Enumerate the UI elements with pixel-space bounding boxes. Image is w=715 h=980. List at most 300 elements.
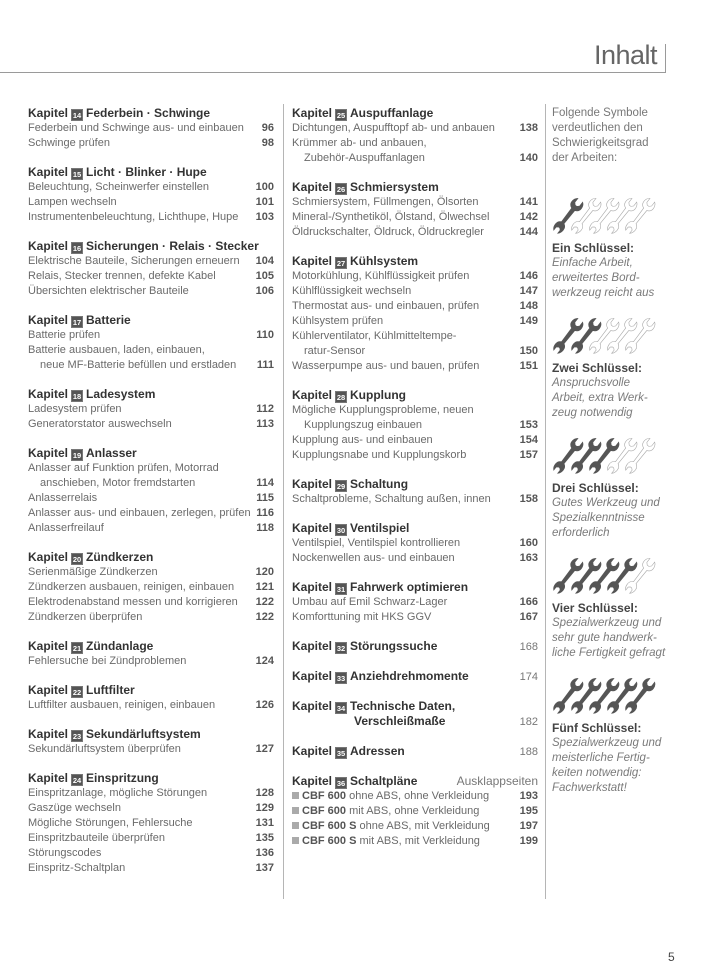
- toc-entry-cont[interactable]: [292, 151, 538, 166]
- chapter-20[interactable]: [28, 550, 274, 625]
- chapter-number-badge: 27: [336, 259, 346, 268]
- toc-entry[interactable]: [28, 417, 274, 432]
- chapter-heading[interactable]: [292, 639, 538, 655]
- toc-entry[interactable]: [292, 225, 538, 240]
- chapter-word: Kapitel: [28, 387, 69, 401]
- chapter-35[interactable]: [292, 744, 538, 760]
- level-title: Zwei Schlüssel:: [552, 361, 643, 375]
- page-number: 163: [519, 552, 538, 564]
- square-bullet-icon: [292, 792, 299, 799]
- chapter-31[interactable]: [292, 580, 538, 625]
- chapter-word: Kapitel: [28, 550, 69, 564]
- entry-text: Schmiersystem, Füllmengen, Ölsorten: [292, 196, 479, 208]
- toc-entry[interactable]: [292, 403, 538, 418]
- entry-text-cont: anschieben, Motor fremdstarten: [40, 477, 196, 489]
- toc-entry[interactable]: [292, 284, 538, 299]
- chapter-title: Sicherungen · Relais · Stecker: [86, 239, 259, 253]
- chapter-heading[interactable]: [28, 639, 274, 654]
- toc-entry[interactable]: [28, 742, 274, 757]
- chapter-word: Kapitel: [292, 477, 333, 491]
- page-number: 193: [519, 790, 538, 802]
- toc-entry-cont[interactable]: [292, 418, 538, 433]
- entry-text: Luftfilter ausbauen, reinigen, einbauen: [28, 699, 216, 711]
- level-description: Spezialwerkzeug und: [552, 737, 662, 749]
- wrench-rating-icons: [552, 675, 702, 717]
- chapter-heading[interactable]: [28, 165, 274, 180]
- column-divider: [283, 104, 284, 899]
- chapter-title: Luftfilter: [86, 683, 135, 697]
- model-name: CBF 600 S: [302, 820, 357, 832]
- entry-text: Öldruckschalter, Öldruck, Öldruckregler: [292, 226, 484, 238]
- toc-entry[interactable]: [292, 595, 538, 610]
- toc-entry[interactable]: [28, 610, 274, 625]
- toc-entry[interactable]: [28, 595, 274, 610]
- page-number: 146: [519, 270, 538, 282]
- entry-text: Krümmer ab- und anbauen,: [292, 137, 427, 149]
- page-number: 199: [519, 835, 538, 847]
- chapter-heading-text: [292, 106, 433, 121]
- chapter-33[interactable]: [292, 669, 538, 685]
- square-bullet-icon: [292, 807, 299, 814]
- page-number: 168: [519, 641, 538, 653]
- chapter-21[interactable]: [28, 639, 274, 669]
- square-bullet-icon: [292, 822, 299, 829]
- entry-text-cont: ratur-Sensor: [304, 345, 366, 357]
- chapter-34[interactable]: [292, 699, 538, 730]
- chapter-28[interactable]: [292, 388, 538, 463]
- toc-entry-cont[interactable]: [28, 358, 274, 373]
- chapter-18[interactable]: [28, 387, 274, 432]
- entry-text: Anlasserfreilauf: [28, 522, 104, 534]
- entry-text: Anlasser auf Funktion prüfen, Motorrad: [28, 462, 219, 474]
- entry-text: Mineral-/Synthetiköl, Ölstand, Ölwechsel: [292, 211, 490, 223]
- chapter-word: Kapitel: [292, 699, 333, 713]
- page-number: 136: [255, 847, 274, 859]
- chapter-word: Kapitel: [292, 180, 333, 194]
- entry-text: Mögliche Störungen, Fehlersuche: [28, 817, 193, 829]
- entry-text: Fehlersuche bei Zündproblemen: [28, 655, 187, 667]
- page-number: 141: [519, 196, 538, 208]
- chapter-heading[interactable]: [292, 744, 538, 760]
- page-number: 103: [255, 211, 274, 223]
- chapter-heading[interactable]: [292, 521, 538, 536]
- entry-text: Ladesystem prüfen: [28, 403, 122, 415]
- chapter-number-badge: 31: [336, 585, 346, 594]
- entry-text: Sekundärluftsystem überprüfen: [28, 743, 181, 755]
- toc-entry[interactable]: [28, 861, 274, 876]
- page-number: 147: [519, 285, 538, 297]
- page-number: 115: [256, 492, 274, 504]
- entry-text: [292, 804, 479, 819]
- toc-entry[interactable]: [28, 491, 274, 506]
- chapter-number-badge: 30: [336, 526, 346, 535]
- chapter-heading[interactable]: [292, 254, 538, 269]
- entry-text: Mögliche Kupplungsprobleme, neuen: [292, 404, 474, 416]
- difficulty-level-5: [552, 675, 712, 796]
- chapter-29[interactable]: [292, 477, 538, 507]
- chapter-heading[interactable]: [292, 180, 538, 195]
- toc-entry[interactable]: [28, 816, 274, 831]
- toc-entry[interactable]: [292, 433, 538, 448]
- page-number: 144: [519, 226, 538, 238]
- chapter-title: Federbein · Schwinge: [86, 106, 211, 120]
- toc-entry[interactable]: [292, 359, 538, 374]
- toc-entry[interactable]: [292, 819, 538, 834]
- entry-text-cont: neue MF-Batterie befüllen und erstladen: [40, 359, 237, 371]
- toc-entry[interactable]: [292, 448, 538, 463]
- difficulty-level-2: [552, 315, 712, 421]
- chapter-word: Kapitel: [28, 106, 69, 120]
- chapter-number-badge: 19: [72, 451, 82, 460]
- chapter-heading[interactable]: [292, 477, 538, 492]
- toc-entry[interactable]: [28, 801, 274, 816]
- chapter-number-badge: 29: [336, 482, 346, 491]
- chapter-word: Kapitel: [292, 580, 333, 594]
- chapter-title: Adressen: [350, 744, 405, 758]
- chapter-heading[interactable]: [292, 699, 538, 714]
- chapter-title: Auspuffanlage: [350, 106, 434, 120]
- toc-entry[interactable]: [28, 284, 274, 299]
- page-number: 114: [256, 477, 274, 489]
- chapter-heading-text: [28, 639, 153, 654]
- toc-entry[interactable]: [28, 506, 274, 521]
- page-number: 124: [255, 655, 274, 667]
- page-number: 122: [255, 596, 274, 608]
- intro-line: Folgende Symbole: [552, 107, 648, 119]
- chapter-heading[interactable]: [292, 106, 538, 121]
- toc-entry[interactable]: [28, 786, 274, 801]
- chapter-number-badge: 23: [72, 732, 82, 741]
- chapter-heading[interactable]: [292, 669, 538, 685]
- chapter-number-badge: 33: [336, 674, 346, 683]
- toc-entry[interactable]: [28, 402, 274, 417]
- page-number: 100: [255, 181, 274, 193]
- page-number: 121: [255, 581, 274, 593]
- page-number: 120: [255, 566, 274, 578]
- chapter-title: Fahrwerk optimieren: [350, 580, 469, 594]
- level-description: Gutes Werkzeug und: [552, 497, 660, 509]
- toc-entry[interactable]: [28, 328, 274, 343]
- chapter-number-badge: 18: [72, 392, 82, 401]
- level-description: erforderlich: [552, 527, 610, 539]
- page-number: 118: [256, 522, 274, 534]
- page-number: 197: [519, 820, 538, 832]
- chapter-title: Zündanlage: [86, 639, 154, 653]
- level-description: sehr gute handwerk-: [552, 632, 657, 644]
- chapter-heading-text: [292, 744, 405, 759]
- page-number: 151: [519, 360, 538, 372]
- toc-entry-cont[interactable]: [292, 344, 538, 359]
- chapter-title: Zündkerzen: [86, 550, 154, 564]
- chapter-32[interactable]: [292, 639, 538, 655]
- chapter-heading[interactable]: [28, 771, 274, 786]
- toc-entry[interactable]: [28, 846, 274, 861]
- level-title: Fünf Schlüssel:: [552, 721, 642, 735]
- chapter-heading-text: [28, 771, 159, 786]
- chapter-26[interactable]: [292, 180, 538, 240]
- difficulty-level-4: [552, 555, 712, 661]
- toc-entry[interactable]: [292, 136, 538, 151]
- entry-text: Relais, Stecker trennen, defekte Kabel: [28, 270, 216, 282]
- chapter-30[interactable]: [292, 521, 538, 566]
- chapter-number-badge: 28: [336, 393, 346, 402]
- chapter-note: Ausklappseiten: [456, 774, 538, 788]
- chapter-15[interactable]: [28, 165, 274, 225]
- toc-entry[interactable]: [28, 831, 274, 846]
- chapter-heading[interactable]: [28, 239, 274, 254]
- entry-text: [292, 819, 490, 834]
- chapter-heading[interactable]: [292, 774, 538, 789]
- page-number: 98: [261, 137, 274, 149]
- chapter-heading-text: [292, 521, 409, 536]
- chapter-title: Ventilspiel: [350, 521, 410, 535]
- page-number: 96: [261, 122, 274, 134]
- page-number: 188: [519, 746, 538, 758]
- level-description: Anspruchsvolle: [552, 377, 630, 389]
- chapter-number-badge: 36: [336, 779, 346, 788]
- chapter-title: Störungssuche: [350, 639, 438, 653]
- page-number: 128: [255, 787, 274, 799]
- level-description: werkzeug reicht aus: [552, 287, 655, 299]
- chapter-word: Kapitel: [292, 254, 333, 268]
- toc-entry[interactable]: [28, 698, 274, 713]
- page-number: 154: [519, 434, 538, 446]
- model-name: CBF 600 S: [302, 835, 357, 847]
- level-description: zeug notwendig: [552, 407, 633, 419]
- wrench-rating-icons: [552, 435, 702, 477]
- entry-text: Batterie prüfen: [28, 329, 101, 341]
- chapter-heading-text: [292, 774, 417, 789]
- entry-text: Einspritzanlage, mögliche Störungen: [28, 787, 208, 799]
- header-rule-tick: [665, 44, 666, 73]
- chapter-24[interactable]: [28, 771, 274, 876]
- page-title: Inhalt: [593, 40, 657, 70]
- chapter-heading-text: [292, 580, 468, 595]
- chapter-16[interactable]: [28, 239, 274, 299]
- entry-text: Gaszüge wechseln: [28, 802, 121, 814]
- wrench-rating-icons: [552, 195, 702, 237]
- toc-entry[interactable]: [292, 195, 538, 210]
- chapter-heading-text: [28, 239, 259, 254]
- page-number: 101: [255, 196, 274, 208]
- chapter-heading[interactable]: [28, 387, 274, 402]
- chapter-heading-text: [28, 313, 131, 328]
- entry-text: Einspritz-Schaltplan: [28, 862, 126, 874]
- toc-entry[interactable]: [28, 180, 274, 195]
- toc-entry[interactable]: [28, 136, 274, 151]
- entry-text: Komforttuning mit HKS GGV: [292, 611, 432, 623]
- entry-text: Thermostat aus- und einbauen, prüfen: [292, 300, 480, 312]
- chapter-title: Schmiersystem: [350, 180, 439, 194]
- chapter-title: Schaltung: [350, 477, 409, 491]
- chapter-heading-text: [292, 699, 455, 714]
- page-number: 110: [256, 329, 274, 341]
- chapter-heading[interactable]: [292, 388, 538, 403]
- toc-entry[interactable]: [28, 210, 274, 225]
- entry-text: Nockenwellen aus- und einbauen: [292, 552, 455, 564]
- level-description: erweitertes Bord-: [552, 272, 640, 284]
- entry-text: Schaltprobleme, Schaltung außen, innen: [292, 493, 491, 505]
- chapter-heading-text: [292, 254, 418, 269]
- level-description: liche Fertigkeit gefragt: [552, 647, 666, 659]
- page-number: 106: [255, 285, 274, 297]
- toc-entry[interactable]: [28, 461, 274, 476]
- entry-text: Serienmäßige Zündkerzen: [28, 566, 158, 578]
- toc-entry[interactable]: [292, 210, 538, 225]
- toc-entry[interactable]: [28, 121, 274, 136]
- chapter-heading-text: [292, 669, 469, 684]
- toc-entry-cont[interactable]: [28, 476, 274, 491]
- model-name: CBF 600: [302, 805, 347, 817]
- level-description: Arbeit, extra Werk-: [552, 392, 648, 404]
- page-number: 142: [519, 211, 538, 223]
- toc-entry[interactable]: [292, 269, 538, 284]
- toc-entry[interactable]: [292, 834, 538, 849]
- chapter-title: Batterie: [86, 313, 131, 327]
- toc-entry[interactable]: [292, 610, 538, 625]
- page-number: 182: [519, 716, 538, 728]
- chapter-36[interactable]: [292, 774, 538, 849]
- entry-text: Kühlflüssigkeit wechseln: [292, 285, 412, 297]
- wrench-rating-icons: [552, 315, 702, 357]
- chapter-heading-text: [28, 446, 137, 461]
- page-number: 137: [255, 862, 274, 874]
- chapter-number-badge: 35: [336, 749, 346, 758]
- model-name: CBF 600: [302, 790, 347, 802]
- page-number: 149: [519, 315, 538, 327]
- toc-entry[interactable]: [28, 565, 274, 580]
- page-number: 166: [519, 596, 538, 608]
- toc-entry[interactable]: [292, 299, 538, 314]
- page-number: 153: [519, 419, 538, 431]
- chapter-heading[interactable]: [28, 446, 274, 461]
- chapter-number-badge: 21: [72, 644, 82, 653]
- page-number: 131: [255, 817, 274, 829]
- chapter-22[interactable]: [28, 683, 274, 713]
- page-number: 148: [519, 300, 538, 312]
- chapter-17[interactable]: [28, 313, 274, 373]
- entry-text: Schwinge prüfen: [28, 137, 110, 149]
- chapter-heading-text: [28, 387, 155, 402]
- entry-text: Anlasser aus- und einbauen, zerlegen, prüfen: [28, 507, 251, 519]
- level-description: Spezialwerkzeug und: [552, 617, 662, 629]
- chapter-heading[interactable]: [28, 550, 274, 565]
- chapter-number-badge: 14: [72, 111, 82, 120]
- toc-entry[interactable]: [28, 269, 274, 284]
- chapter-heading-text: [28, 106, 210, 121]
- chapter-heading-text: [28, 550, 153, 565]
- toc-entry[interactable]: [28, 254, 274, 269]
- page-number: 158: [519, 493, 538, 505]
- page-number: 150: [519, 345, 538, 357]
- chapter-word: Kapitel: [292, 669, 333, 683]
- chapter-19[interactable]: [28, 446, 274, 536]
- toc-entry[interactable]: [292, 314, 538, 329]
- entry-text-cont: Zubehör-Auspuffanlagen: [304, 152, 425, 164]
- chapter-number-badge: 25: [336, 111, 346, 120]
- chapter-heading-text: [292, 477, 408, 492]
- chapter-title: Schaltpläne: [350, 774, 418, 788]
- page-number: 157: [519, 449, 538, 461]
- page-number: 104: [255, 255, 274, 267]
- chapter-title-cont: Verschleißmaße: [354, 714, 446, 728]
- toc-entry[interactable]: [292, 804, 538, 819]
- entry-text: Umbau auf Emil Schwarz-Lager: [292, 596, 448, 608]
- chapter-heading[interactable]: [28, 727, 274, 742]
- page-number: 116: [256, 507, 274, 519]
- toc-entry[interactable]: [292, 492, 538, 507]
- chapter-23[interactable]: [28, 727, 274, 757]
- entry-text: Elektrodenabstand messen und korrigieren: [28, 596, 238, 608]
- toc-entry[interactable]: [292, 121, 538, 136]
- level-description: Fachwerkstatt!: [552, 782, 627, 794]
- page-number: 105: [255, 270, 274, 282]
- chapter-word: Kapitel: [292, 521, 333, 535]
- entry-text: [292, 834, 480, 849]
- chapter-heading-text: [28, 727, 201, 742]
- toc-column-1: [28, 106, 274, 890]
- intro-line: verdeutlichen den: [552, 122, 643, 134]
- toc-entry[interactable]: [28, 521, 274, 536]
- chapter-number-badge: 26: [336, 185, 346, 194]
- toc-entry[interactable]: [28, 580, 274, 595]
- toc-column-2: [292, 106, 538, 863]
- entry-text: mit ABS, mit Verkleidung: [359, 835, 480, 847]
- chapter-number-badge: 34: [336, 704, 346, 713]
- toc-entry[interactable]: [292, 551, 538, 566]
- toc-entry[interactable]: [292, 329, 538, 344]
- square-bullet-icon: [292, 837, 299, 844]
- chapter-word: Kapitel: [28, 771, 69, 785]
- chapter-heading[interactable]: [28, 106, 274, 121]
- chapter-27[interactable]: [292, 254, 538, 374]
- level-description: meisterliche Fertig-: [552, 752, 650, 764]
- chapter-word: Kapitel: [28, 165, 69, 179]
- chapter-word: Kapitel: [292, 639, 333, 653]
- chapter-heading[interactable]: [28, 683, 274, 698]
- chapter-heading-cont: [292, 714, 538, 730]
- chapter-14[interactable]: [28, 106, 274, 151]
- chapter-word: Kapitel: [28, 639, 69, 653]
- toc-entry[interactable]: [28, 343, 274, 358]
- toc-entry[interactable]: [292, 789, 538, 804]
- entry-text: Beleuchtung, Scheinwerfer einstellen: [28, 181, 210, 193]
- toc-entry[interactable]: [292, 536, 538, 551]
- chapter-heading[interactable]: [292, 580, 538, 595]
- page-number: 135: [255, 832, 274, 844]
- entry-text: Federbein und Schwinge aus- und einbauen: [28, 122, 244, 134]
- chapter-heading-text: [28, 683, 135, 698]
- page-number: 140: [519, 152, 538, 164]
- page-number: 127: [255, 743, 274, 755]
- page-number: 122: [255, 611, 274, 623]
- toc-entry[interactable]: [28, 195, 274, 210]
- toc-entry[interactable]: [28, 654, 274, 669]
- chapter-number-badge: 16: [72, 244, 82, 253]
- page-number: 113: [256, 418, 274, 430]
- level-description: Einfache Arbeit,: [552, 257, 633, 269]
- chapter-heading-text: [292, 180, 439, 195]
- chapter-25[interactable]: [292, 106, 538, 166]
- page-number: 126: [255, 699, 274, 711]
- chapter-number-badge: 20: [72, 555, 82, 564]
- entry-text: Anlasserrelais: [28, 492, 98, 504]
- chapter-title: Kühlsystem: [350, 254, 419, 268]
- chapter-heading[interactable]: [28, 313, 274, 328]
- chapter-word: Kapitel: [28, 239, 69, 253]
- entry-text: Lampen wechseln: [28, 196, 117, 208]
- entry-text: Kühlerventilator, Kühlmitteltempe-: [292, 330, 457, 342]
